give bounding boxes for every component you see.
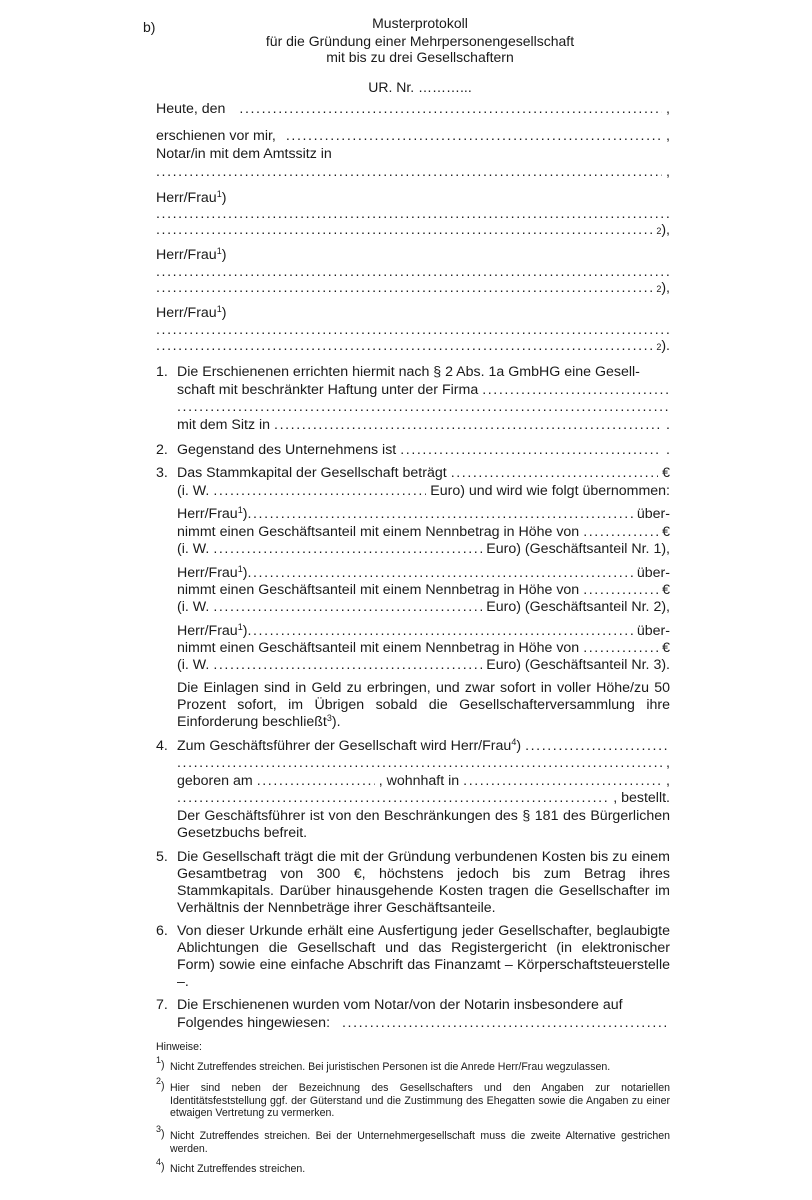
share-3-holder: Herr/Frau$^1$) ..... über- (177, 623, 670, 640)
footnote-1-mark: $^1$) (156, 1055, 165, 1071)
item-3-capital: Das Stammkapital der Gesellschaft beträgt ..... € (177, 465, 670, 482)
share-2-holder: Herr/Frau$^1$) ..... über- (177, 565, 670, 582)
item-5-text: Die Gesellschaft trägt die mit der Gründung verbundenen Kosten bis zu einem Gesamtbetrag von 300 €, höchstens jedoch bis zum Betrag ihres Stammkapitals. Darüber hinausgehende Kosten tragen die Gesellschafter im Verhältnis der Nennbeträge ihrer Geschäftsanteile. (177, 849, 670, 916)
item-7-line2: Folgendes hingewiesen: ..... (177, 1015, 670, 1032)
footnote-2-text: Hier sind neben der Bezeichnung des Gesellschafters und den Angaben zur notariellen Identitätsfeststellung ggf. der Güterstand und die Zustimmung des Ehegatten sowie die Angaben zu einer etwaigen Vertretung zu vermerken. (170, 1082, 670, 1119)
share-3-amount: nimmt einen Geschäftsanteil mit einem Nennbetrag in Höhe von ..... € (177, 640, 670, 657)
blank-line (156, 206, 670, 223)
item-6-text: Von dieser Urkunde erhält eine Ausfertigung jeder Gesellschafter, beglaubigte Ablichtungen die Gesellschaft und das Registergericht (in elektronischer Form) sowie eine einfache Abschrift das Finanzamt – Körperschaftsteuerstelle –. (177, 923, 670, 990)
blank-line (156, 322, 670, 339)
item-1-line1: Die Erschienenen errichten hiermit nach § 2 Abs. 1a GmbHG eine Gesell- (177, 364, 640, 380)
item-number: 3. (156, 465, 168, 481)
item-2-line: Gegenstand des Unternehmens ist ..... . (177, 442, 670, 459)
item-4-text: Der Geschäftsführer ist von den Beschränkungen des § 181 des Bürgerlichen Gesetzbuchs befreit. (177, 808, 670, 841)
share-3-words: (i. W. ..... Euro) (Geschäftsanteil Nr. 3). (177, 657, 670, 674)
footnote-3-text: Nicht Zutreffendes streichen. Bei der Unternehmergesellschaft muss die zweite Alternative gestrichen werden. (170, 1130, 670, 1155)
erschienen-line: erschienen vor mir, ..... , (156, 128, 670, 145)
blank-line: ..... 2 ), (156, 222, 670, 239)
blank-line: ..... , (156, 164, 670, 181)
party-3-label: Herr/Frau$^1$) (156, 304, 227, 321)
item-4-line1: Zum Geschäftsführer der Gesellschaft wird Herr/Frau$^4$) ..... (177, 738, 670, 755)
item-number: 5. (156, 849, 168, 865)
footnote-2-mark: $^2$) (156, 1076, 165, 1092)
document-subtitle: für die Gründung einer Mehrpersonengesellschaft (265, 33, 575, 49)
notar-line: Notar/in mit dem Amtssitz in (156, 146, 332, 162)
section-label: b) (143, 19, 156, 35)
share-1-amount: nimmt einen Geschäftsanteil mit einem Nennbetrag in Höhe von ..... € (177, 524, 670, 541)
party-1-label: Herr/Frau$^1$) (156, 189, 227, 206)
blank-line: ..... 2 ), (156, 280, 670, 297)
blank-line (156, 264, 670, 281)
footnote-3-mark: $^3$) (156, 1124, 165, 1140)
footnote-1-text: Nicht Zutreffendes streichen. Bei juristischen Personen ist die Anrede Herr/Frau wegzulassen. (170, 1061, 611, 1073)
share-2-words: (i. W. ..... Euro) (Geschäftsanteil Nr. 2), (177, 599, 670, 616)
footnote-4-text: Nicht Zutreffendes streichen. (170, 1163, 306, 1175)
share-1-words: (i. W. ..... Euro) (Geschäftsanteil Nr. 1), (177, 541, 670, 558)
blank-line: ..... 2 ). (156, 338, 670, 355)
date-line: Heute, den ..... , (156, 101, 670, 118)
item-1-line2: schaft mit beschränkter Haftung unter der Firma ..... (177, 382, 670, 399)
item-4-bestellt: ..... , bestellt. (177, 790, 670, 807)
item-number: 1. (156, 364, 168, 380)
item-1-sitz: mit dem Sitz in ..... . (177, 417, 670, 434)
item-number: 2. (156, 442, 168, 458)
item-number: 4. (156, 738, 168, 754)
document-subtitle-2: mit bis zu drei Gesellschaftern (326, 49, 514, 65)
ur-number: UR. Nr. ………... (368, 79, 472, 95)
footnote-4-mark: $^4$) (156, 1157, 165, 1173)
notes-heading: Hinweise: (156, 1041, 202, 1053)
item-4-birth: geboren am ..... , wohnhaft in ..... , (177, 773, 670, 790)
item-number: 7. (156, 997, 168, 1013)
item-7-line1: Die Erschienenen wurden vom Notar/von der Notarin insbesondere auf (177, 997, 623, 1013)
party-2-label: Herr/Frau$^1$) (156, 246, 227, 263)
share-2-amount: nimmt einen Geschäftsanteil mit einem Nennbetrag in Höhe von ..... € (177, 582, 670, 599)
item-3-words: (i. W. ..... Euro) und wird wie folgt übernommen: (177, 483, 670, 500)
item-number: 6. (156, 923, 168, 939)
item-3-contributions: Die Einlagen sind in Geld zu erbringen, und zwar sofort in voller Höhe/zu 50 Prozent sofort, im Übrigen sobald die Gesellschafterversammlung ihre Einforderung beschließt$^3$). (177, 680, 670, 730)
blank-line (177, 399, 670, 416)
share-1-holder: Herr/Frau$^1$) ..... über- (177, 506, 670, 523)
blank-line: ..... , (177, 755, 670, 772)
document-title: Musterprotokoll (372, 15, 468, 31)
